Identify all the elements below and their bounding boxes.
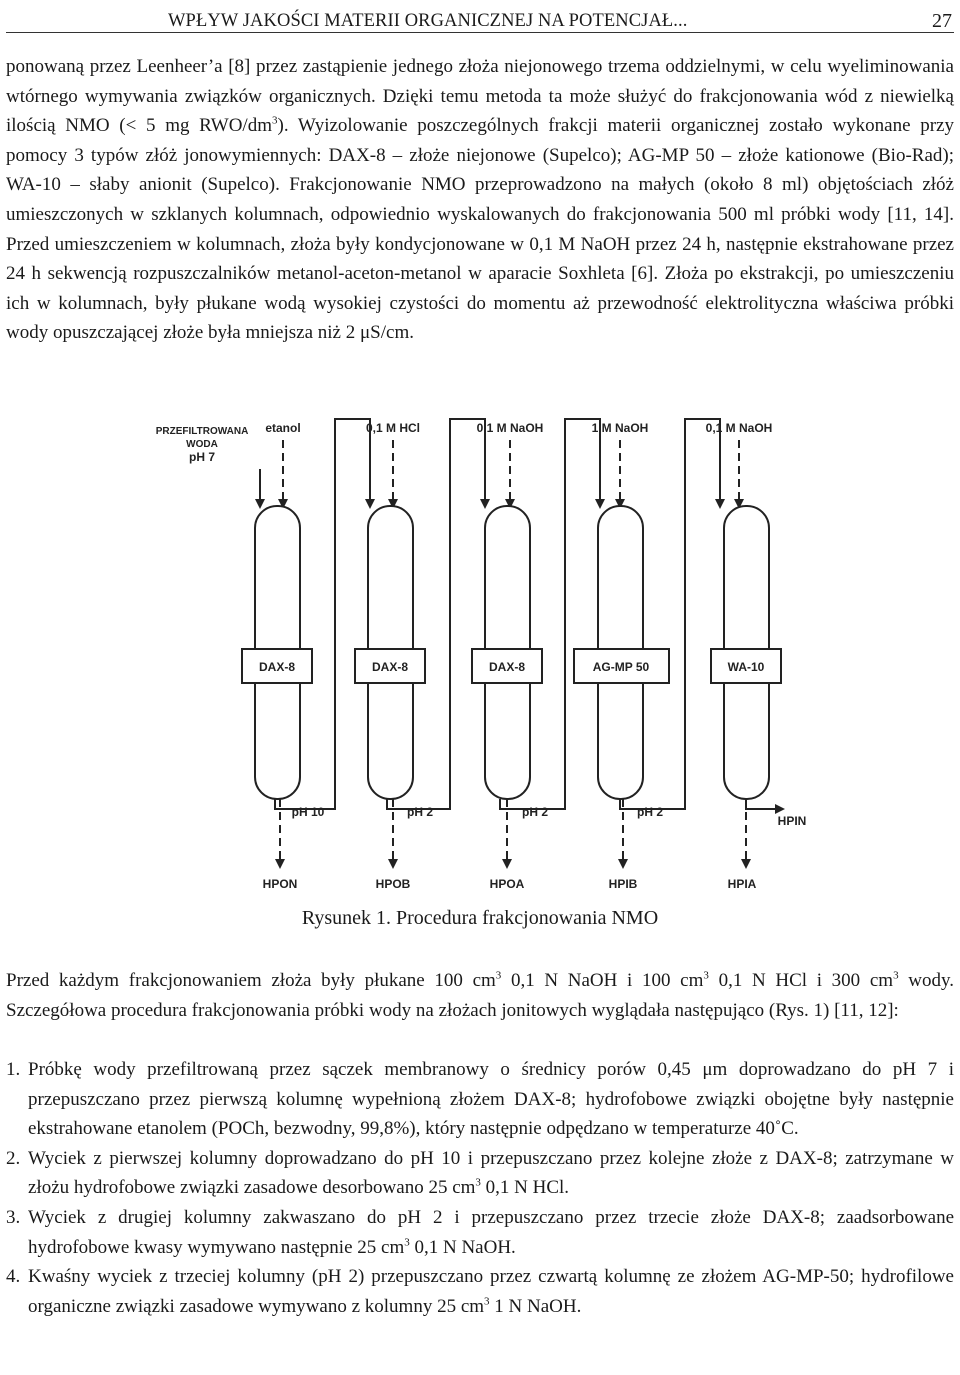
resin-label-4: AG-MP 50 xyxy=(592,660,650,674)
list-text-2 xyxy=(28,1144,954,1203)
reagent-label-3: 0,1 M NaOH xyxy=(476,421,544,435)
ph-label-2: pH 2 xyxy=(406,805,434,819)
ph-label-4: pH 2 xyxy=(636,805,664,819)
final-outlet-arrow xyxy=(746,799,780,809)
resin-label-3: DAX-8 xyxy=(488,660,526,674)
reagent-label-4: 1 M NaOH xyxy=(591,421,649,435)
reagent-label-2: 0,1 M HCl xyxy=(365,421,421,435)
ph-label-1: pH 10 xyxy=(291,805,325,819)
resin-label-5: WA-10 xyxy=(727,660,765,674)
ph-label-3: pH 2 xyxy=(521,805,549,819)
list-text-1: Próbkę wody przefiltrowaną przez sączek membranowy o średnicy porów 0,45 μm doprowadzano do pH 7 i przepuszczano przez pierwszą kolumnę wypełnioną złożem DAX-8; hydrofobowe związki obojętne były następnie ekstrahowane etanolem (POCh, bezwodny, 99,8%), który następnie odpędzano w temperaturze 40˚C. xyxy=(28,1059,954,1140)
list-text-3a: Wyciek z drugiej kolumny zakwaszano do pH 2 i przepuszczano przez trzecie złoże DAX-8; zaadsorbowane hydrofobowe kwasy wymywano następnie 25 cm xyxy=(28,1206,954,1258)
list-sup-4: 3 xyxy=(484,1295,490,1308)
reagent-label-5: 0,1 M NaOH xyxy=(705,421,773,435)
list-item xyxy=(6,1203,954,1262)
running-title: WPŁYW JAKOŚCI MATERII ORGANICZNEJ NA POTENCJAŁ... xyxy=(168,11,688,31)
input-label-1: PRZEFILTROWANA xyxy=(155,426,249,437)
list-text-3b: 0,1 N NaOH. xyxy=(409,1236,516,1258)
resin-label-2: DAX-8 xyxy=(371,660,409,674)
para1-text-a: ponowaną przez Leenheer’a [8] przez zastąpienie jednego złoża niejonowego trzema oddzielnymi, w celu wyeliminowania wtórnego wymywania związków organicznych. Dzięki temu metoda ta może służyć do frakcjonowania wód z niewielką ilością NMO (< 5 mg RWO/dm xyxy=(6,56,954,137)
running-header xyxy=(6,6,954,33)
fraction-label-hpon: HPON xyxy=(262,877,298,891)
paragraph-intro xyxy=(6,52,954,348)
para2-t2: 0,1 N NaOH i 100 cm xyxy=(501,970,704,991)
para2-s1: 3 xyxy=(495,969,502,982)
para2-s2: 3 xyxy=(703,969,709,982)
list-text-2a: Wyciek z pierwszej kolumny doprowadzano do pH 10 i przepuszczano przez kolejne złoże z DAX-8; zatrzymane w złożu hydrofobowe związki zasadowe desorbowano 25 cm xyxy=(28,1147,954,1199)
para2-t4: wody. Szczegółowa procedura frakcjonowania próbki wody na złożach jonitowych wyglądała następująco (Rys. 1) [11, 12]: xyxy=(6,970,954,1021)
fraction-label-hpib: HPIB xyxy=(608,877,638,891)
fraction-label-hpoa: HPOA xyxy=(489,877,525,891)
list-sup-2: 3 xyxy=(475,1177,481,1190)
procedure-list xyxy=(6,1055,954,1321)
para2-t3: 0,1 N HCl i 300 cm xyxy=(708,970,894,991)
list-text-2b: 0,1 N HCl. xyxy=(480,1177,570,1199)
resin-label-1: DAX-8 xyxy=(258,660,296,674)
fractionation-figure xyxy=(150,414,820,899)
list-number-3: 3. xyxy=(6,1206,21,1228)
figure-caption: Rysunek 1. Procedura frakcjonowania NMO xyxy=(301,907,659,929)
reagent-label-1: etanol xyxy=(265,421,301,435)
para1-text-b: ). Wyizolowanie poszczególnych frakcji materii organicznej zostało wykonane przy pomocy 3 typów złóż jonowymiennych: DAX-8 – złoże niejonowe (Supelco); AG-MP 50 – złoże kationowe (Bio-Rad); WA-10 – słaby anionit (Supelco). Frakcjonowanie NMO przeprowadzono na małych (około 8 ml) objętościach złóż umieszczonych w szklanych kolumnach, odpowiednio wyskalowanych do frakcjonowania 500 ml próbki wody [11, 14]. Przed umieszczeniem w kolumnach, złoża były kondycjonowane w 0,1 M NaOH przez 24 h, następnie ekstrahowane przez 24 h sekwencją rozpuszczalników metanol-aceton-metanol w aparacie Soxhleta [6]. Złoża po ekstrakcji, po umieszczeniu ich w kolumnach, były płukane wodą wysokiej czystości do momentu aż przewodność elektrolityczna właściwa próbki wody opuszczającej złoże była mniejsza niż 2 μS/cm. xyxy=(6,115,954,344)
list-number-4: 4. xyxy=(6,1266,21,1288)
fractionation-diagram xyxy=(150,414,820,894)
list-text-4a: Kwaśny wyciek z trzeciej kolumny (pH 2) przepuszczano przez czwartą kolumnę ze złożem AG-MP-50; hydrofilowe organiczne związki zasadowe wymywano z kolumny 25 cm xyxy=(28,1266,954,1317)
page-number: 27 xyxy=(932,10,952,32)
list-number-1: 1. xyxy=(6,1059,21,1080)
list-item xyxy=(6,1055,954,1144)
fraction-label-hpob: HPOB xyxy=(375,877,411,891)
input-label-2: WODA xyxy=(186,439,218,450)
input-label-3: pH 7 xyxy=(188,450,216,464)
para1-sup: 3 xyxy=(272,114,278,127)
list-text-4 xyxy=(28,1262,954,1321)
list-sup-3: 3 xyxy=(404,1236,410,1249)
list-text-4b: 1 N NaOH. xyxy=(489,1295,582,1317)
list-item xyxy=(6,1144,954,1203)
list-text-3 xyxy=(28,1203,954,1262)
para2-t1: Przed każdym frakcjonowaniem złoża były płukane 100 cm xyxy=(6,970,496,991)
paragraph-procedure xyxy=(6,966,954,1025)
para2-s3: 3 xyxy=(893,969,899,982)
list-item xyxy=(6,1262,954,1321)
list-number-2: 2. xyxy=(6,1147,21,1169)
fraction-label-hpin: HPIN xyxy=(777,814,807,828)
fraction-label-hpia: HPIA xyxy=(727,877,757,891)
